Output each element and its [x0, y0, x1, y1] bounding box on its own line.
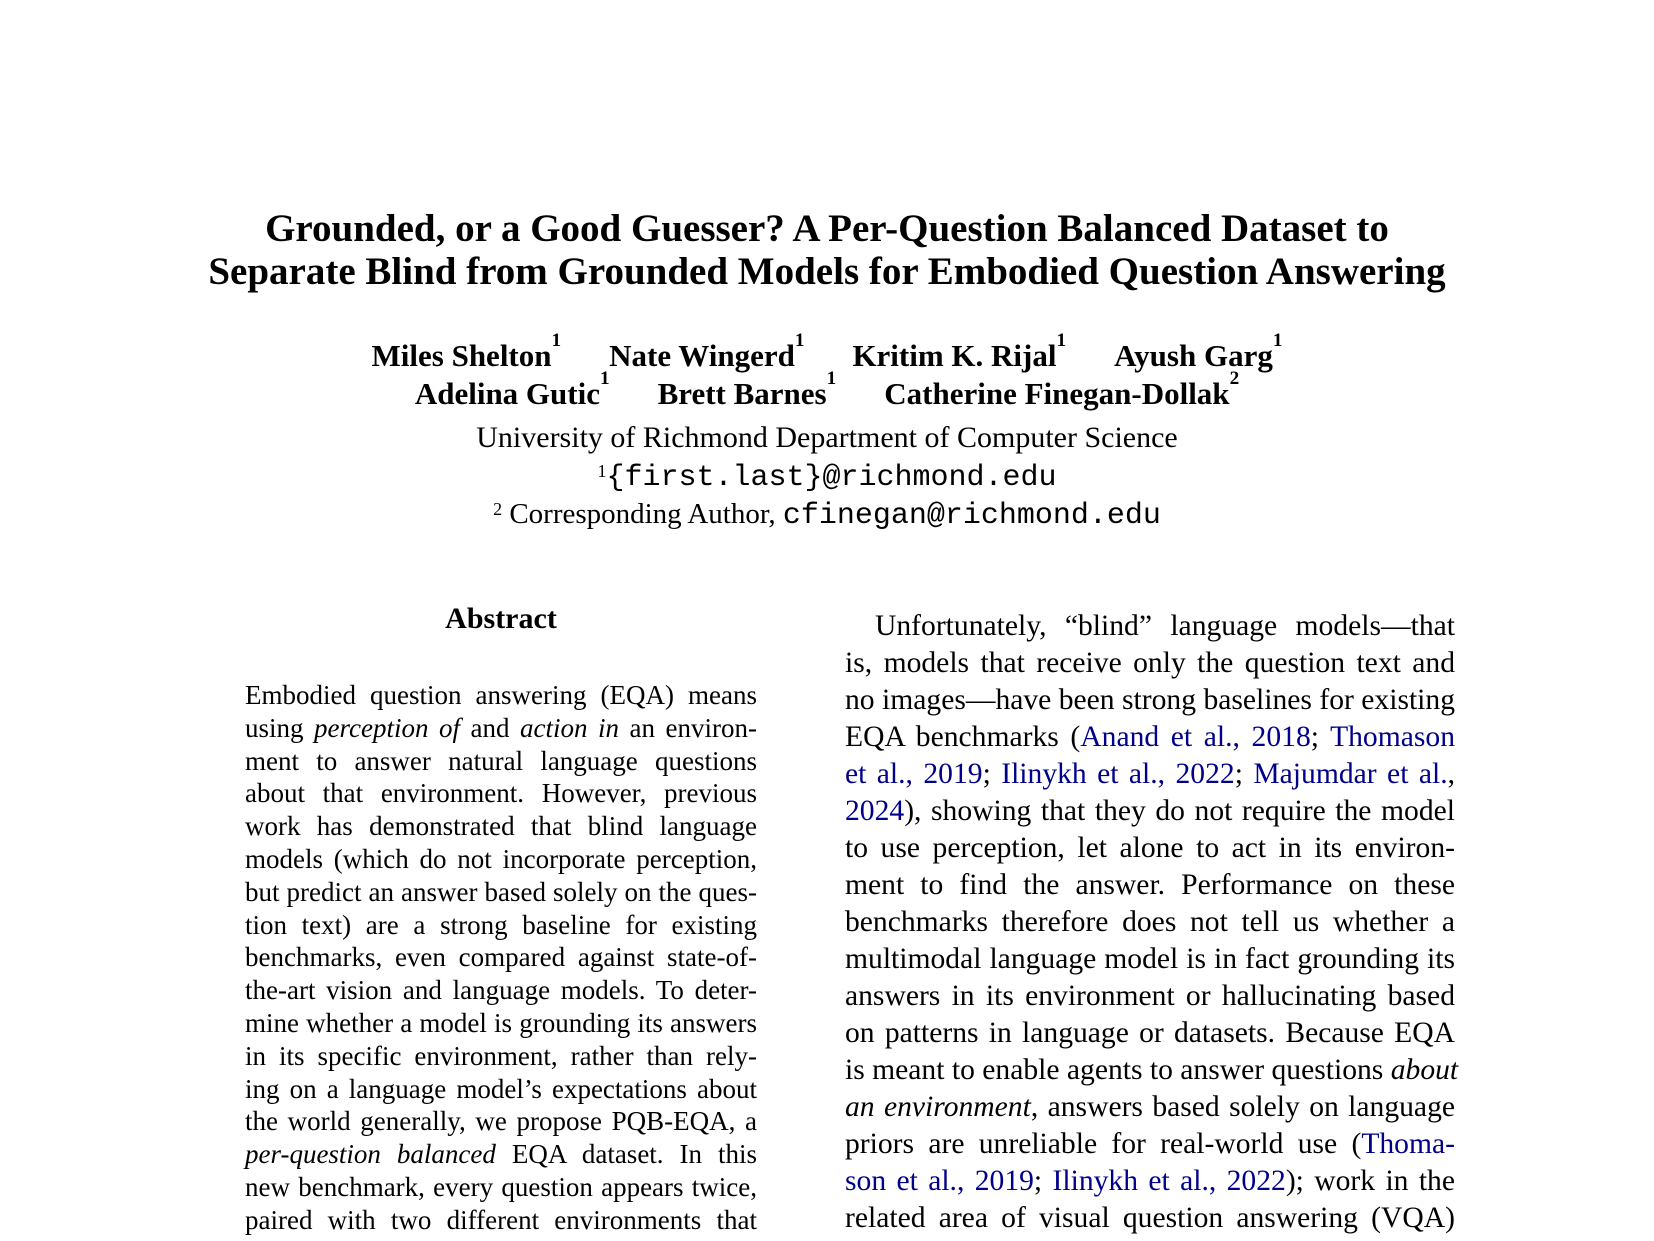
- author-affiliation-marker: 1: [1056, 330, 1067, 352]
- text-segment: multimodal language model is in fact grounding its: [845, 943, 1455, 975]
- text-line: [845, 608, 1455, 645]
- corresponding-author-email: cfinegan@richmond.edu: [782, 499, 1161, 533]
- author-name: Miles Shelton$^1$: [371, 330, 562, 373]
- text-line: [845, 1200, 1455, 1237]
- text-segment: , answers based solely on language: [1030, 1091, 1455, 1123]
- text-line: [245, 810, 757, 843]
- text-line: [845, 645, 1455, 682]
- text-line: [845, 793, 1455, 830]
- author-affiliation-marker: 2: [1229, 368, 1240, 390]
- text-segment: benchmarks therefore does not tell us whether a: [845, 906, 1455, 938]
- text-segment: on patterns in language or datasets. Because EQA: [845, 1017, 1455, 1049]
- text-segment: but predict an answer based solely on the ques-: [245, 876, 757, 907]
- text-segment: answers in its environment or hallucinating based: [845, 980, 1455, 1012]
- text-segment: about that environment. However, previous: [245, 778, 757, 809]
- text-segment: is meant to enable agents to answer questions: [845, 1054, 1391, 1086]
- author-block: [0, 330, 1654, 413]
- text-line: [245, 1138, 757, 1171]
- text-line: [245, 777, 757, 810]
- text-segment: ;: [982, 758, 1002, 790]
- emphasized-text: per-question balanced: [245, 1139, 496, 1170]
- text-line: [245, 1171, 757, 1204]
- text-segment: ing on a language model’s expectations about: [245, 1073, 757, 1104]
- author-row-2: [0, 368, 1654, 413]
- text-line: [845, 719, 1455, 756]
- text-segment: models (which do not incorporate perception,: [245, 843, 757, 874]
- affiliation: University of Richmond Department of Computer Science: [476, 421, 1178, 454]
- text-line: [845, 1089, 1455, 1126]
- corresponding-author-line: [0, 495, 1654, 535]
- text-segment: ), showing that they do not require the model: [904, 795, 1455, 827]
- email-group-address: {first.last}@richmond.edu: [606, 461, 1057, 495]
- paper-title: [0, 207, 1654, 293]
- citation-link[interactable]: son et al., 2019: [845, 1165, 1034, 1197]
- abstract-text: [245, 679, 757, 1237]
- author-affiliation-marker: 1: [551, 330, 562, 352]
- text-segment: mine whether a model is grounding its answers: [245, 1007, 757, 1038]
- emphasized-text: action in: [520, 712, 620, 743]
- text-line: [245, 941, 757, 974]
- text-line: [245, 876, 757, 909]
- author-affiliation-marker: 1: [826, 368, 837, 390]
- text-line: [845, 941, 1455, 978]
- text-segment: ;: [1310, 721, 1331, 753]
- emphasized-text: about: [1390, 1054, 1459, 1086]
- citation-link[interactable]: Anand et al., 2018: [1080, 721, 1311, 753]
- citation-link[interactable]: Ilinykh et al., 2022: [1052, 1165, 1286, 1197]
- text-segment: the-art vision and language models. To deter-: [245, 975, 757, 1006]
- text-line: [845, 1015, 1455, 1052]
- emphasized-text: perception of: [314, 712, 461, 743]
- text-segment: and: [460, 712, 521, 743]
- citation-link[interactable]: Thoma-: [1361, 1128, 1455, 1160]
- corresponding-author-label: Corresponding Author,: [502, 498, 783, 530]
- text-segment: EQA benchmarks (: [845, 721, 1081, 753]
- author-name: Kritim K. Rijal$^1$: [852, 330, 1067, 373]
- text-line: [245, 1040, 757, 1073]
- text-line: [845, 1052, 1459, 1089]
- citation-link[interactable]: Thomason: [1330, 721, 1455, 753]
- text-segment: tion text) are a strong baseline for existing: [245, 909, 757, 940]
- text-line: [845, 978, 1455, 1015]
- text-line: [845, 756, 1455, 793]
- text-line: [245, 1073, 757, 1106]
- author-name: Brett Barnes$^1$: [657, 368, 837, 411]
- text-segment: an environ-: [619, 712, 758, 743]
- text-segment: is, models that receive only the question text and: [845, 647, 1455, 679]
- text-segment: work has demonstrated that blind language: [245, 811, 757, 842]
- author-affiliation-marker: 1: [1272, 330, 1283, 352]
- author-name: Ayush Garg$^1$: [1114, 330, 1283, 373]
- text-line: [845, 904, 1455, 941]
- text-segment: priors are unreliable for real-world use (: [845, 1128, 1362, 1160]
- text-segment: new benchmark, every question appears twice,: [245, 1171, 757, 1202]
- text-segment: Embodied question answering (EQA) means: [245, 680, 757, 710]
- text-line: [845, 682, 1455, 719]
- text-line: [245, 909, 757, 942]
- abstract-heading: Abstract: [445, 602, 557, 635]
- text-line: [845, 830, 1455, 867]
- text-segment: no images—have been strong baselines for existing: [845, 684, 1455, 716]
- text-line: [845, 1126, 1455, 1163]
- text-line: [245, 1204, 757, 1237]
- text-segment: ment to find the answer. Performance on these: [845, 869, 1455, 901]
- author-name: Nate Wingerd$^1$: [609, 330, 805, 373]
- text-segment: ,: [1447, 758, 1456, 790]
- author-affiliation-marker: 1: [599, 368, 610, 390]
- author-name: Catherine Finegan-Dollak$^2$: [884, 368, 1240, 411]
- text-segment: related area of visual question answering (VQA): [845, 1202, 1455, 1234]
- text-segment: Unfortunately, “blind” language models—that: [875, 610, 1455, 642]
- text-segment: in its specific environment, rather than rely-: [245, 1040, 757, 1071]
- emphasized-text: an environment: [845, 1091, 1031, 1123]
- text-line: [845, 1163, 1455, 1200]
- citation-link[interactable]: Majumdar et al.: [1253, 758, 1448, 790]
- text-segment: ment to answer natural language questions: [245, 745, 757, 776]
- citation-link[interactable]: et al., 2019: [845, 758, 983, 790]
- text-segment: paired with two different environments that: [245, 1204, 757, 1235]
- author-name: Adelina Gutic$^1$: [414, 368, 610, 411]
- paper-title-line-1: Grounded, or a Good Guesser? A Per-Question Balanced Dataset to: [265, 207, 1389, 250]
- text-segment: EQA dataset. In this: [495, 1139, 758, 1170]
- text-line: [245, 712, 757, 745]
- text-segment: ;: [1033, 1165, 1053, 1197]
- text-segment: benchmarks, even compared against state-of-: [245, 942, 757, 973]
- email-affiliation-marker: 1: [597, 460, 607, 481]
- citation-link[interactable]: Ilinykh et al., 2022: [1001, 758, 1235, 790]
- text-line: [245, 1007, 757, 1040]
- paper-title-line-2: Separate Blind from Grounded Models for Embodied Question Answering: [208, 250, 1446, 293]
- text-line: [845, 867, 1455, 904]
- text-segment: to use perception, let alone to act in its environ-: [845, 832, 1455, 864]
- text-segment: ;: [1234, 758, 1254, 790]
- text-segment: ); work in the: [1285, 1165, 1455, 1197]
- citation-link[interactable]: 2024: [845, 795, 905, 827]
- corresponding-affiliation-marker: 2: [493, 498, 503, 519]
- text-line: [245, 974, 757, 1007]
- text-line: [245, 745, 757, 778]
- text-segment: the world generally, we propose PQB-EQA, a: [245, 1106, 757, 1137]
- email-group-line: [0, 457, 1654, 497]
- text-line: [245, 1105, 757, 1138]
- introduction-text: [845, 608, 1459, 1237]
- text-segment: using: [245, 712, 315, 743]
- text-line: [245, 843, 757, 876]
- author-affiliation-marker: 1: [794, 330, 805, 352]
- text-line: [245, 679, 757, 712]
